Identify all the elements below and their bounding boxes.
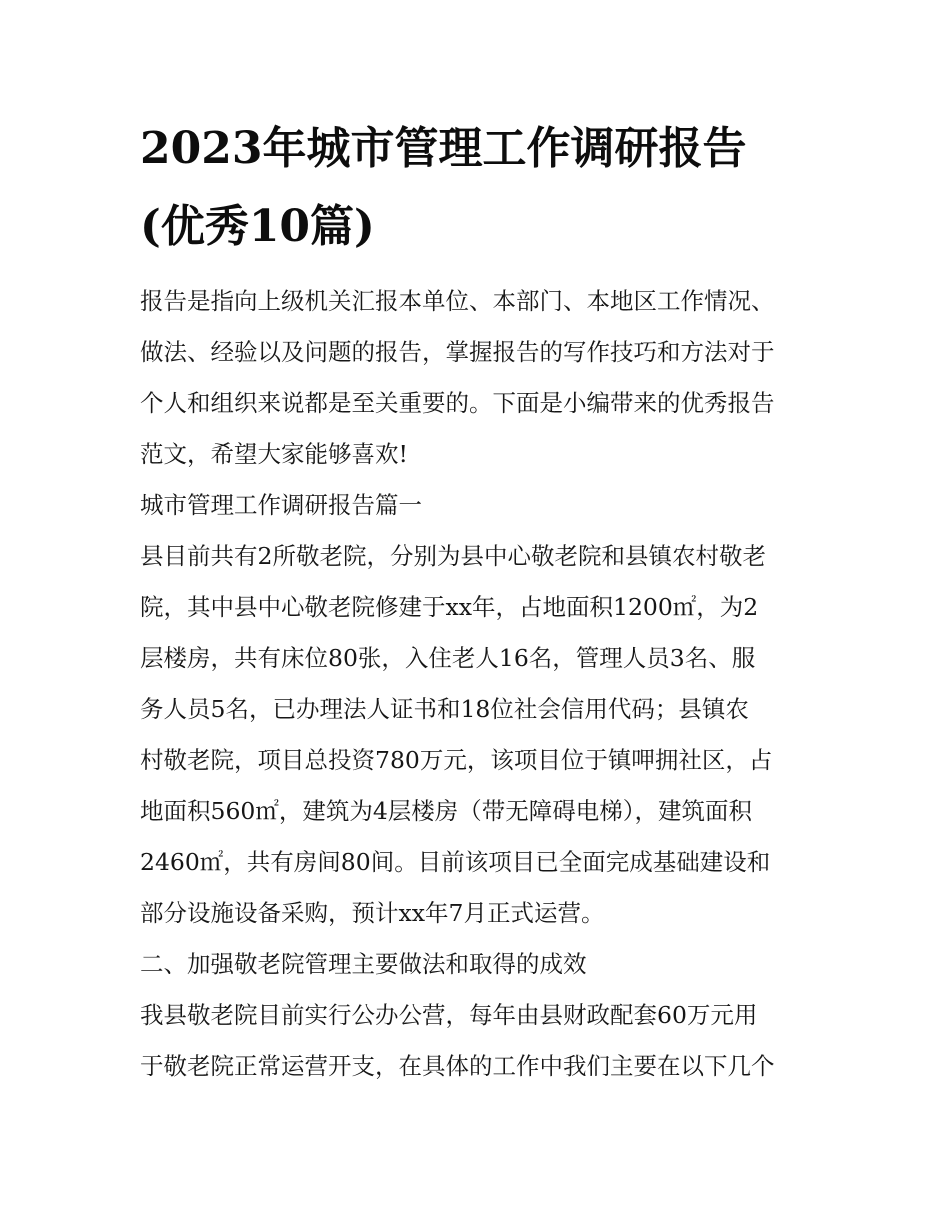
body-line: 2460㎡，共有房间80间。目前该项目已全面完成基础建设和 bbox=[140, 848, 771, 876]
body-line: 地面积560㎡，建筑为4层楼房（带无障碍电梯），建筑面积 bbox=[140, 797, 753, 825]
document-title-line-1: 2023年城市管理工作调研报告 bbox=[140, 123, 747, 174]
body-line: 于敬老院正常运营开支，在具体的工作中我们主要在以下几个 bbox=[140, 1052, 775, 1080]
body-line: 层楼房，共有床位80张，入住老人16名，管理人员3名、服 bbox=[140, 644, 756, 672]
body-line: 务人员5名，已办理法人证书和18位社会信用代码；县镇农 bbox=[140, 695, 749, 723]
body-line: 院，其中县中心敬老院修建于xx年，占地面积1200㎡，为2 bbox=[140, 593, 759, 621]
body-line: 报告是指向上级机关汇报本单位、本部门、本地区工作情况、 bbox=[140, 287, 775, 315]
body-line: 村敬老院，项目总投资780万元，该项目位于镇呷拥社区，占 bbox=[140, 746, 773, 774]
body-line: 个人和组织来说都是至关重要的。下面是小编带来的优秀报告 bbox=[140, 389, 775, 417]
body-line: 县目前共有2所敬老院，分别为县中心敬老院和县镇农村敬老 bbox=[140, 542, 766, 570]
body-line: 部分设施设备采购，预计xx年7月正式运营。 bbox=[140, 899, 605, 927]
document-title-line-2: (优秀10篇) bbox=[140, 201, 375, 252]
section-heading: 城市管理工作调研报告篇一 bbox=[140, 491, 422, 519]
body-line: 我县敬老院目前实行公办公营，每年由县财政配套60万元用 bbox=[140, 1001, 758, 1029]
section-heading: 二、加强敬老院管理主要做法和取得的成效 bbox=[140, 950, 587, 978]
body-line: 范文，希望大家能够喜欢! bbox=[140, 440, 408, 468]
body-line: 做法、经验以及问题的报告，掌握报告的写作技巧和方法对于 bbox=[140, 338, 775, 366]
